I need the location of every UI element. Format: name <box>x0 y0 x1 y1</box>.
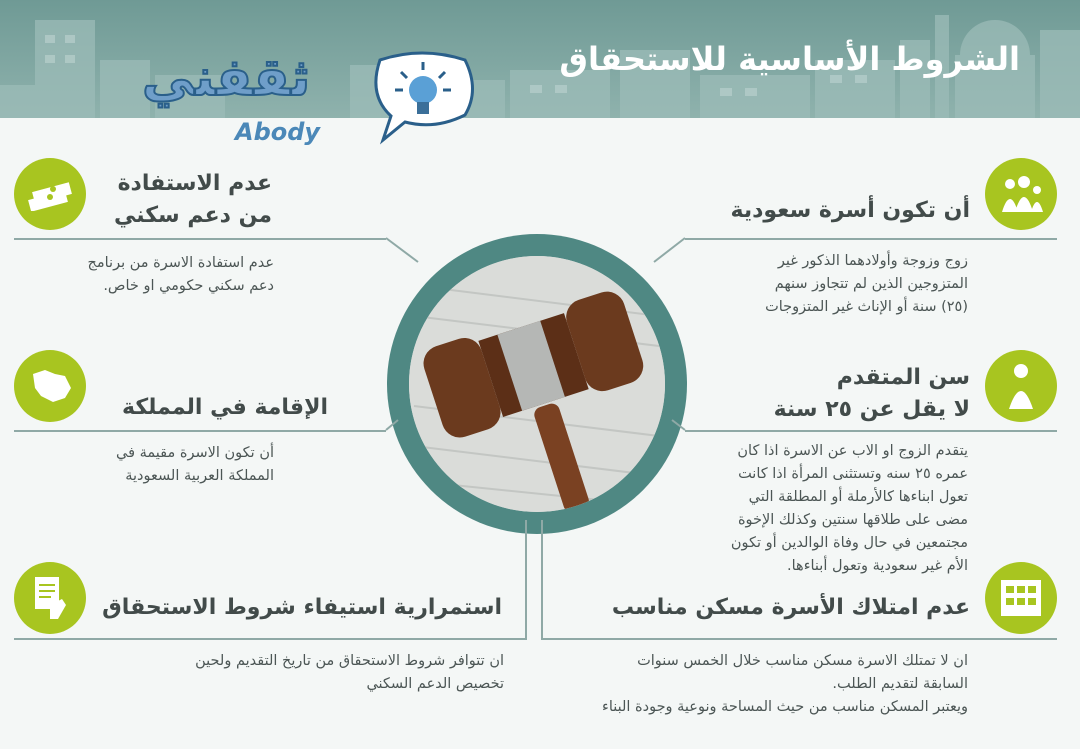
age-body: يتقدم الزوج او الاب عن الاسرة اذا كان عمره ٢٥ سنه وتستثنى المرأة اذا كانت تعول ابناءها كالأرملة أو المطلقة التي مضى على طلاقها سنتين وكذلك الإخوة مجتمعين في حال وفاة الوالدين أو تكون الأم غير سعودية وتعول أبناءها. <box>730 443 968 574</box>
no-support-title: عدم الاستفادة من دعم سكني <box>114 171 272 228</box>
continuity-title: استمرارية استيفاء شروط الاستحقاق <box>102 595 502 620</box>
no-support-body: عدم استفادة الاسرة من برنامج دعم سكني حكومي او خاص. <box>87 255 274 294</box>
residence-body: أن تكون الاسرة مقيمة في المملكة العربية السعودية <box>116 445 274 484</box>
logo-subtext: Abody <box>235 118 321 146</box>
no-housing-title: عدم امتلاك الأسرة مسكن مناسب <box>611 595 970 620</box>
logo-text: ثقفني <box>142 48 311 108</box>
no-housing-body: ان لا تمتلك الاسرة مسكن مناسب خلال الخمس سنوات السابقة لتقديم الطلب. ويعتبر المسكن مناسب من حيث المساحة ونوعية وجودة البناء <box>602 653 968 715</box>
saudi-family-body: زوج وزوجة وأولادهما الذكور غير المتزوجين الذين لم تتجاوز سنهم (٢٥) سنة أو الإناث غير المتزوجات <box>765 253 968 315</box>
age-title: سن المتقدم لا يقل عن ٢٥ سنة <box>773 365 970 422</box>
residence-title: الإقامة في المملكة <box>122 395 328 420</box>
continuity-body: ان تتوافر شروط الاستحقاق من تاريخ التقديم ولحين تخصيص الدعم السكني <box>195 653 504 692</box>
page-title: الشروط الأساسية للاستحقاق <box>559 40 1020 78</box>
saudi-family-title: أن تكون أسرة سعودية <box>730 198 970 223</box>
